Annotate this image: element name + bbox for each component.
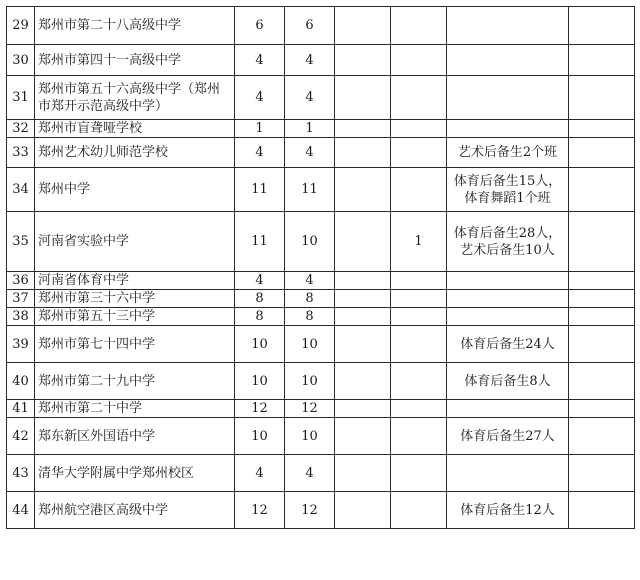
classes-total-cell: 4	[235, 45, 285, 76]
table-row	[7, 45, 635, 76]
classes-col-d-cell	[391, 363, 447, 400]
classes-total-cell: 12	[235, 400, 285, 418]
table-row	[7, 168, 635, 212]
school-name-cell: 郑州市第五十六高级中学（郑州市郑开示范高级中学）	[35, 76, 235, 120]
school-name-cell: 河南省体育中学	[35, 272, 235, 290]
row-number-cell: 41	[7, 400, 35, 418]
row-number-cell: 36	[7, 272, 35, 290]
remarks-cell: 艺术后备生2个班	[447, 138, 569, 168]
classes-col-c-cell	[335, 168, 391, 212]
row-number-cell: 42	[7, 418, 35, 455]
table-row	[7, 326, 635, 363]
row-number-cell: 39	[7, 326, 35, 363]
remarks-cell: 体育后备生12人	[447, 492, 569, 529]
empty-end-cell	[569, 492, 635, 529]
empty-end-cell	[569, 418, 635, 455]
school-name-cell: 郑州市第二十九中学	[35, 363, 235, 400]
empty-end-cell	[569, 326, 635, 363]
empty-end-cell	[569, 45, 635, 76]
remarks-cell	[447, 455, 569, 492]
empty-end-cell	[569, 272, 635, 290]
classes-col-d-cell	[391, 326, 447, 363]
classes-general-cell: 10	[285, 212, 335, 272]
classes-total-cell: 8	[235, 308, 285, 326]
classes-total-cell: 12	[235, 492, 285, 529]
empty-end-cell	[569, 76, 635, 120]
classes-general-cell: 10	[285, 363, 335, 400]
classes-general-cell: 1	[285, 120, 335, 138]
school-name-cell: 郑州市第四十一高级中学	[35, 45, 235, 76]
classes-total-cell: 10	[235, 418, 285, 455]
row-number-cell: 31	[7, 76, 35, 120]
classes-total-cell: 1	[235, 120, 285, 138]
classes-general-cell: 4	[285, 76, 335, 120]
classes-col-d-cell	[391, 168, 447, 212]
classes-col-c-cell	[335, 120, 391, 138]
table-row	[7, 492, 635, 529]
classes-col-d-cell	[391, 418, 447, 455]
table-row	[7, 212, 635, 272]
classes-col-c-cell	[335, 492, 391, 529]
row-number-cell: 38	[7, 308, 35, 326]
classes-general-cell: 4	[285, 45, 335, 76]
classes-col-d-cell	[391, 7, 447, 45]
classes-total-cell: 6	[235, 7, 285, 45]
table-row	[7, 7, 635, 45]
enrollment-table	[6, 6, 635, 529]
classes-col-d-cell	[391, 272, 447, 290]
classes-col-d-cell	[391, 76, 447, 120]
classes-general-cell: 10	[285, 418, 335, 455]
school-name-cell: 河南省实验中学	[35, 212, 235, 272]
remarks-cell	[447, 290, 569, 308]
classes-total-cell: 11	[235, 168, 285, 212]
empty-end-cell	[569, 363, 635, 400]
remarks-cell: 体育后备生24人	[447, 326, 569, 363]
classes-general-cell: 8	[285, 308, 335, 326]
row-number-cell: 33	[7, 138, 35, 168]
classes-total-cell: 4	[235, 455, 285, 492]
table-row	[7, 418, 635, 455]
classes-col-d-cell	[391, 400, 447, 418]
classes-general-cell: 11	[285, 168, 335, 212]
remarks-cell: 体育后备生15人，体育舞蹈1个班	[447, 168, 569, 212]
classes-col-c-cell	[335, 455, 391, 492]
classes-general-cell: 12	[285, 492, 335, 529]
row-number-cell: 43	[7, 455, 35, 492]
classes-col-c-cell	[335, 212, 391, 272]
remarks-cell: 体育后备生8人	[447, 363, 569, 400]
table-row	[7, 308, 635, 326]
classes-col-c-cell	[335, 308, 391, 326]
remarks-cell	[447, 76, 569, 120]
remarks-cell: 体育后备生28人，艺术后备生10人	[447, 212, 569, 272]
classes-total-cell: 4	[235, 272, 285, 290]
school-name-cell: 郑州市第二十中学	[35, 400, 235, 418]
table-body	[7, 7, 635, 529]
row-number-cell: 35	[7, 212, 35, 272]
remarks-cell	[447, 400, 569, 418]
classes-total-cell: 10	[235, 326, 285, 363]
table-row	[7, 138, 635, 168]
school-name-cell: 郑州市第五十三中学	[35, 308, 235, 326]
empty-end-cell	[569, 138, 635, 168]
school-name-cell: 郑东新区外国语中学	[35, 418, 235, 455]
school-name-cell: 郑州市第三十六中学	[35, 290, 235, 308]
empty-end-cell	[569, 212, 635, 272]
classes-col-c-cell	[335, 7, 391, 45]
table-row	[7, 272, 635, 290]
classes-col-c-cell	[335, 272, 391, 290]
row-number-cell: 29	[7, 7, 35, 45]
classes-total-cell: 4	[235, 138, 285, 168]
classes-col-d-cell	[391, 45, 447, 76]
remarks-cell: 体育后备生27人	[447, 418, 569, 455]
school-name-cell: 郑州艺术幼儿师范学校	[35, 138, 235, 168]
school-name-cell: 郑州中学	[35, 168, 235, 212]
classes-col-d-cell: 1	[391, 212, 447, 272]
row-number-cell: 32	[7, 120, 35, 138]
classes-col-c-cell	[335, 363, 391, 400]
row-number-cell: 34	[7, 168, 35, 212]
classes-total-cell: 10	[235, 363, 285, 400]
classes-total-cell: 4	[235, 76, 285, 120]
row-number-cell: 44	[7, 492, 35, 529]
table-row	[7, 290, 635, 308]
empty-end-cell	[569, 455, 635, 492]
table-row	[7, 455, 635, 492]
empty-end-cell	[569, 120, 635, 138]
remarks-cell	[447, 120, 569, 138]
classes-col-c-cell	[335, 45, 391, 76]
row-number-cell: 37	[7, 290, 35, 308]
classes-col-c-cell	[335, 418, 391, 455]
classes-total-cell: 11	[235, 212, 285, 272]
classes-col-d-cell	[391, 492, 447, 529]
classes-general-cell: 8	[285, 290, 335, 308]
classes-general-cell: 6	[285, 7, 335, 45]
table-row	[7, 120, 635, 138]
classes-col-c-cell	[335, 76, 391, 120]
classes-general-cell: 10	[285, 326, 335, 363]
remarks-cell	[447, 45, 569, 76]
classes-general-cell: 4	[285, 138, 335, 168]
classes-total-cell: 8	[235, 290, 285, 308]
classes-col-d-cell	[391, 138, 447, 168]
table-row	[7, 400, 635, 418]
classes-general-cell: 12	[285, 400, 335, 418]
empty-end-cell	[569, 7, 635, 45]
empty-end-cell	[569, 308, 635, 326]
remarks-cell	[447, 308, 569, 326]
classes-col-d-cell	[391, 290, 447, 308]
row-number-cell: 40	[7, 363, 35, 400]
classes-col-c-cell	[335, 138, 391, 168]
classes-general-cell: 4	[285, 272, 335, 290]
classes-col-d-cell	[391, 120, 447, 138]
remarks-cell	[447, 7, 569, 45]
empty-end-cell	[569, 400, 635, 418]
classes-col-d-cell	[391, 455, 447, 492]
classes-col-c-cell	[335, 400, 391, 418]
school-name-cell: 郑州市盲聋哑学校	[35, 120, 235, 138]
empty-end-cell	[569, 168, 635, 212]
classes-col-d-cell	[391, 308, 447, 326]
school-name-cell: 郑州市第七十四中学	[35, 326, 235, 363]
row-number-cell: 30	[7, 45, 35, 76]
school-name-cell: 郑州市第二十八高级中学	[35, 7, 235, 45]
classes-general-cell: 4	[285, 455, 335, 492]
empty-end-cell	[569, 290, 635, 308]
classes-col-c-cell	[335, 326, 391, 363]
school-name-cell: 郑州航空港区高级中学	[35, 492, 235, 529]
table-row	[7, 363, 635, 400]
remarks-cell	[447, 272, 569, 290]
table-row	[7, 76, 635, 120]
classes-col-c-cell	[335, 290, 391, 308]
school-name-cell: 清华大学附属中学郑州校区	[35, 455, 235, 492]
